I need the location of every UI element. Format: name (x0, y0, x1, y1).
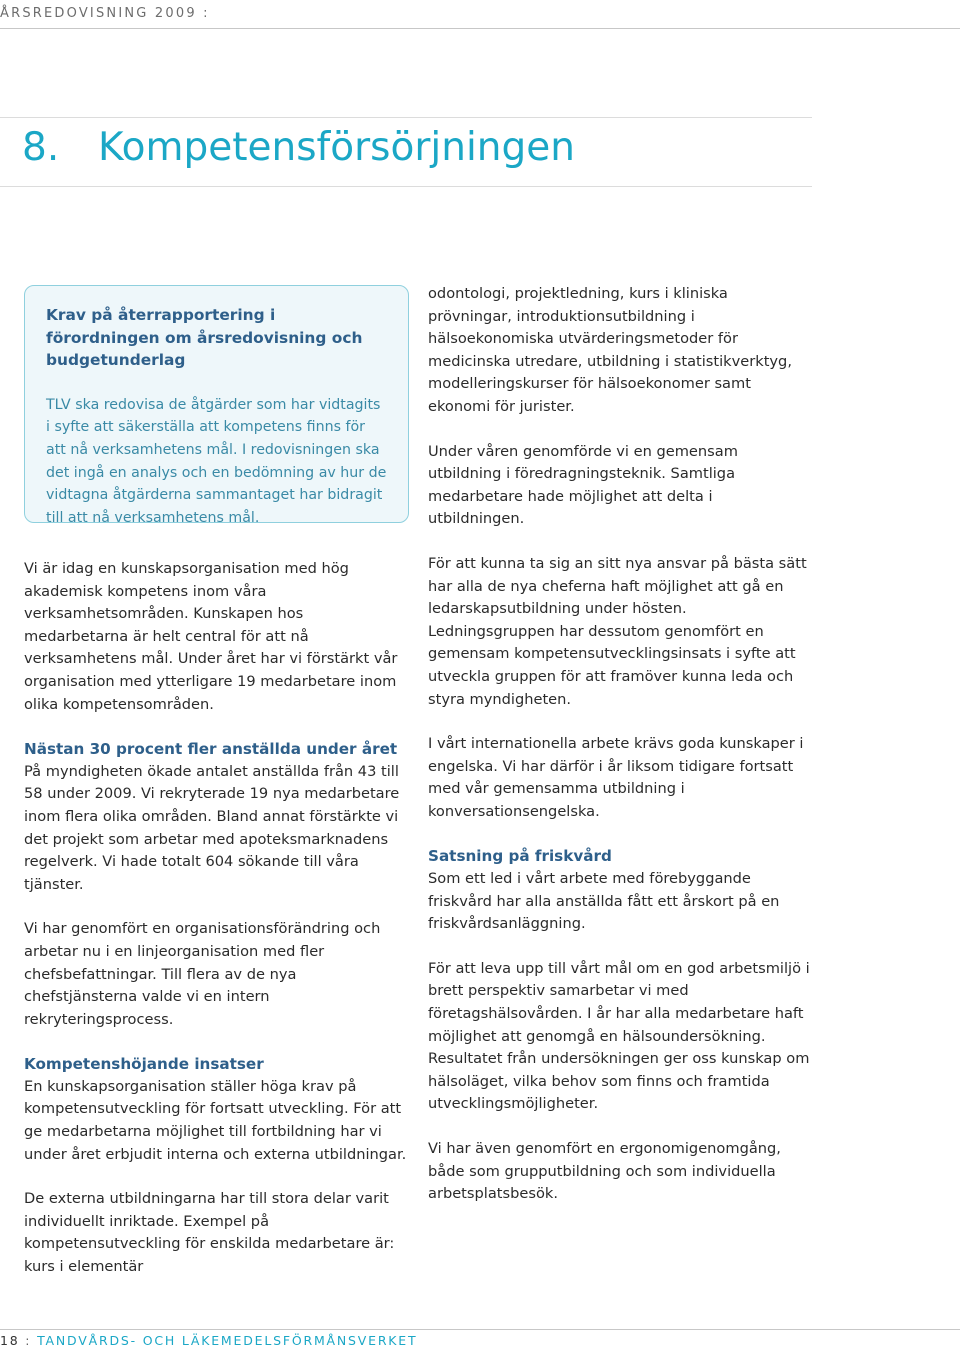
left-heading-2: Kompetenshöjande insatser (24, 1055, 264, 1074)
left-paragraph-4: En kunskapsorganisation ställer höga krav på kompetensutveckling för fortsatt utveckling. För att ge medarbetarna möjlighet till fortbildning har vi under året erbjudit interna och externa utbildningar. (24, 1077, 407, 1163)
right-paragraph-7: Vi har även genomfört en ergonomigenomgång, både som grupputbildning och som individuella arbetsplatsbesök. (428, 1140, 781, 1203)
header-rule (0, 28, 960, 29)
requirement-box (24, 285, 409, 526)
chapter-title-text: Kompetensförsörjningen (98, 125, 575, 170)
left-column (24, 558, 409, 1279)
footer-rule (0, 1329, 960, 1330)
left-paragraph-2: På myndigheten ökade antalet anställda från 43 till 58 under 2009. Vi rekryterade 19 nya medarbetare inom flera olika områden. Bland annat förstärkte vi det projekt som arbetar med apoteksmarknadens regelverk. Vi hade totalt 604 sökande till våra tjänster. (24, 762, 400, 893)
footer-organization: TANDVÅRDS- OCH LÄKEMEDELSFÖRMÅNSVERKET (37, 1333, 418, 1348)
right-paragraph-1: odontologi, projektledning, kurs i kliniska prövningar, introduktionsutbildning i hälsoekonomiska utvärderingsmetoder för medicinska utredare, utbildning i statistikverktyg, modelleringskurser för hälsoekonomer samt ekonomi för jurister. (428, 285, 792, 415)
page-footer (0, 1333, 417, 1348)
left-heading-1: Nästan 30 procent fler anställda under året (24, 740, 398, 759)
right-paragraph-3: För att kunna ta sig an sitt nya ansvar på bästa sätt har alla de nya cheferna haft möjlighet att gå en ledarskapsutbildning under hösten. Ledningsgruppen har dessutom genomfört en gemensam kompetensutvecklingsinsats i syfte att utveckla gruppen för att framöver kunna leda och styra myndigheten. (428, 554, 807, 708)
left-paragraph-3: Vi har genomfört en organisationsförändring och arbetar nu i en linjeorganisation med fler chefsbefattningar. Till flera av de nya chefstjänsterna valde vi en intern rekryteringsprocess. (24, 920, 381, 1028)
running-header: ÅRSREDOVISNING 2009 : (0, 6, 210, 21)
chapter-title (22, 125, 575, 170)
right-paragraph-6: För att leva upp till vårt mål om en god arbetsmiljö i brett perspektiv samarbetar vi med företagshälsovården. I år har alla medarbetare haft möjlighet att genomgå en hälsoundersökning. Resultatet från undersökningen ger oss kunskap om hälsoläget, vilka behov som finns och framtida utvecklingsmöjligheter. (428, 959, 810, 1113)
requirement-box-heading: Krav på återrapportering i förordningen om årsredovisning och budgetunderlag (46, 306, 363, 370)
chapter-number: 8. (22, 125, 60, 170)
requirement-box-text: TLV ska redovisa de åtgärder som har vidtagits i syfte att säkerställa att kompetens finns för att nå verksamhetens mål. I redovisningen ska det ingå en analys och en bedömning av hur de vidtagna åtgärderna sammantaget har bidragit till att nå verksamhetens mål. (46, 396, 387, 526)
title-rule-bottom (0, 186, 812, 187)
title-rule-top (0, 117, 812, 118)
right-heading-1: Satsning på friskvård (428, 847, 612, 866)
footer-separator: : (25, 1333, 32, 1348)
page-number: 18 (0, 1333, 20, 1348)
right-paragraph-4: I vårt internationella arbete krävs goda kunskaper i engelska. Vi har därför i år liksom tidigare fortsatt med vår gemensamma utbildning i konversationsengelska. (428, 735, 804, 820)
right-paragraph-2: Under våren genomförde vi en gemensam utbildning i föredragningsteknik. Samtliga medarbetare hade möjlighet att delta i utbildningen. (428, 442, 738, 528)
left-paragraph-1: Vi är idag en kunskapsorganisation med hög akademisk kompetens inom våra verksamhetsområden. Kunskapen hos medarbetarna är helt central för att nå verksamhetens mål. Under året har vi förstärkt vår organisation med ytterligare 19 medarbetare inom olika kompetensområden. (24, 560, 398, 713)
right-column (428, 283, 813, 1206)
left-paragraph-5: De externa utbildningarna har till stora delar varit individuellt inriktade. Exempel på kompetensutveckling för enskilda medarbetare är: kurs i elementär (24, 1190, 395, 1276)
right-paragraph-5: Som ett led i vårt arbete med förebyggande friskvård har alla anställda fått ett årskort på en friskvårdsanläggning. (428, 870, 780, 933)
